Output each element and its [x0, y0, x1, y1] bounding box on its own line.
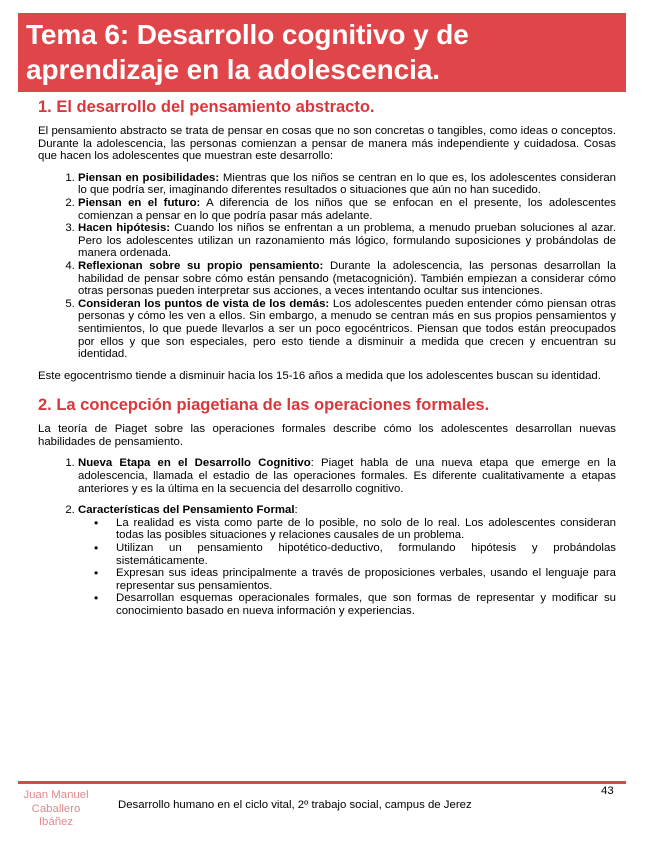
- title-banner: [18, 13, 626, 92]
- section2-list: [38, 457, 616, 617]
- list-item: 5. Consideran los puntos de vista de los demás: Los adolescentes pueden entender cómo piensan otras personas y cómo les ven a ellos. Sin embargo, a menudo se centran más en sus propios pensamientos y sentimientos, lo que puede llevarlos a ser un poco egocéntricos. Piensan que todos están preocupados por ellos y que son especiales, pero esto tiende a disminuir a medida que crecen y encuentran su identidad.: [78, 298, 616, 361]
- bullet-item: • Desarrollan esquemas operacionales formales, que son formas de representar y modificar su conocimiento basado en nueva información y experiencias.: [116, 592, 616, 617]
- section1-heading: 1. El desarrollo del pensamiento abstracto.: [38, 98, 375, 116]
- list-item: 1. Nueva Etapa en el Desarrollo Cognitivo: Piaget habla de una nueva etapa que emerge en la adolescencia, llamada el estadio de las operaciones formales. Es diferente cualitativamente a etapas anteriores y es la última en la secuencia del desarrollo cognitivo.: [78, 457, 616, 495]
- list-item: 2. Características del Pensamiento Formal: • La realidad es vista como parte de lo posible, no solo de lo real. Los adolescentes consideran todas las posibles situaciones y relaciones causales de un problema. • Utilizan un pensamiento hipotético-deductivo, formulando hipótesis y probándolas sistemáticamente. • Expresan sus ideas principalmente a través de proposiciones verbales, usando el lenguaje para representar sus pensamientos. • Desarrollan esquemas operacionales formales, que son formas de representar y modificar su conocimiento basado en nueva información y experiencias.: [78, 504, 616, 617]
- page-number: 43: [601, 785, 614, 797]
- section2-heading: 2. La concepción piagetiana de las operaciones formales.: [38, 396, 490, 415]
- section1-intro: El pensamiento abstracto se trata de pensar en cosas que no son concretas o tangibles, como ideas o conceptos. Durante la adolescencia, las personas comienzan a pensar de manera más independiente y cuidadosa. Cosas que hacen los adolescentes que muestran este desarrollo:: [38, 125, 616, 163]
- page-title: [18, 13, 626, 87]
- section1-list: [38, 172, 616, 361]
- bullet-item: • La realidad es vista como parte de lo posible, no solo de lo real. Los adolescentes consideran todas las posibles situaciones y relaciones causales de un problema.: [116, 517, 616, 542]
- list-item: 3. Hacen hipótesis: Cuando los niños se enfrentan a un problema, a menudo prueban soluciones al azar. Pero los adolescentes utilizan un razonamiento más lógico, formulando suposiciones y probándolas de manera ordenada.: [78, 222, 616, 260]
- footer-course: Desarrollo humano en el ciclo vital, 2º trabajo social, campus de Jerez: [118, 799, 472, 811]
- section2-intro: La teoría de Piaget sobre las operaciones formales describe cómo los adolescentes desarrollan nuevas habilidades de pensamiento.: [38, 423, 616, 448]
- footer-divider: [18, 781, 626, 784]
- page-title-line1: Tema 6: Desarrollo cognitivo y de: [26, 19, 469, 50]
- bullet-item: • Utilizan un pensamiento hipotético-deductivo, formulando hipótesis y probándolas sistemáticamente.: [116, 542, 616, 567]
- list-item: 1. Piensan en posibilidades: Mientras que los niños se centran en lo que es, los adolescentes consideran lo que podría ser, imaginando diferentes resultados o situaciones que aún no han sucedido.: [78, 172, 616, 197]
- page-title-line2: aprendizaje en la adolescencia.: [26, 54, 440, 85]
- section1-closing: Este egocentrismo tiende a disminuir hacia los 15-16 años a medida que los adolescentes buscan su identidad.: [38, 369, 601, 382]
- list-item: 4. Reflexionan sobre su propio pensamiento: Durante la adolescencia, las personas desarrollan la habilidad de pensar sobre cómo están pensando (metacognición). También empiezan a considerar cómo otras personas pueden interpretar sus acciones, a veces intentando ocultar sus intenciones.: [78, 260, 616, 298]
- footer-author: Juan Manuel Caballero Ibáñez: [23, 789, 89, 828]
- bullet-item: • Expresan sus ideas principalmente a través de proposiciones verbales, usando el lenguaje para representar sus pensamientos.: [116, 567, 616, 592]
- list-item: 2. Piensan en el futuro: A diferencia de los niños que se enfocan en el presente, los adolescentes comienzan a pensar en lo que podría pasar más adelante.: [78, 197, 616, 222]
- characteristics-list: [78, 517, 616, 618]
- document-body: [38, 96, 616, 618]
